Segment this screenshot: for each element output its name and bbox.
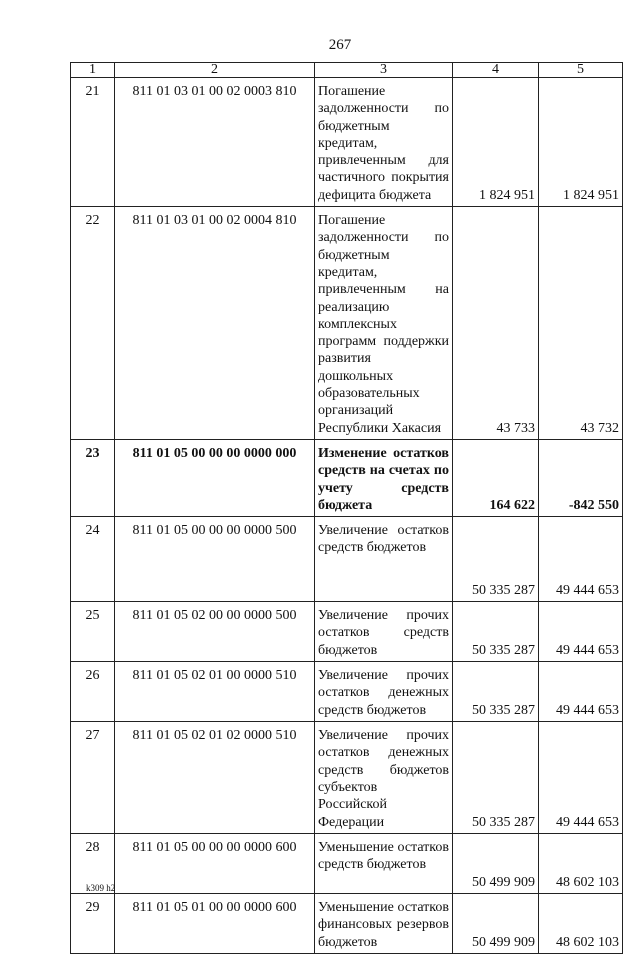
column-number-header-row: [71, 63, 623, 78]
amount-col-4: 50 335 287: [453, 662, 539, 722]
table-row: [71, 662, 623, 722]
amount-col-4: 43 733: [453, 207, 539, 440]
amount-col-4: 50 499 909: [453, 893, 539, 953]
table-row: [71, 722, 623, 834]
row-number: 28: [71, 833, 115, 893]
header-col-4: 4: [453, 63, 539, 78]
budget-sources-table: [70, 62, 623, 954]
budget-classification-code: 811 01 05 00 00 00 0000 000: [115, 439, 315, 516]
source-description: Погашение задолженности по бюджетным кредитам, привлеченным для частичного покрытия дефицита бюджета: [315, 78, 453, 207]
source-description: Уменьшение остатков финансовых резервов бюджетов: [315, 893, 453, 953]
source-description: Увеличение остатков средств бюджетов: [315, 517, 453, 602]
source-description: Погашение задолженности по бюджетным кредитам, привлеченным на реализацию комплексных программ поддержки развития дошкольных образовательных организаций Республики Хакасия: [315, 207, 453, 440]
amount-col-5: 49 444 653: [539, 722, 623, 834]
table-row: [71, 78, 623, 207]
amount-col-5: 48 602 103: [539, 893, 623, 953]
amount-col-5: 49 444 653: [539, 662, 623, 722]
amount-col-4: 50 499 909: [453, 833, 539, 893]
budget-classification-code: 811 01 05 02 00 00 0000 500: [115, 602, 315, 662]
table-row: [71, 439, 623, 516]
amount-col-5: 1 824 951: [539, 78, 623, 207]
amount-col-4: 164 622: [453, 439, 539, 516]
table-row: [71, 833, 623, 893]
table-row: [71, 517, 623, 602]
footer-code: k309 h2: [86, 883, 116, 893]
amount-col-5: 49 444 653: [539, 602, 623, 662]
header-col-3: 3: [315, 63, 453, 78]
row-number: 22: [71, 207, 115, 440]
budget-classification-code: 811 01 05 01 00 00 0000 600: [115, 893, 315, 953]
budget-classification-code: 811 01 03 01 00 02 0003 810: [115, 78, 315, 207]
source-description: Изменение остатков средств на счетах по учету средств бюджета: [315, 439, 453, 516]
amount-col-5: 49 444 653: [539, 517, 623, 602]
amount-col-5: -842 550: [539, 439, 623, 516]
header-col-5: 5: [539, 63, 623, 78]
budget-classification-code: 811 01 05 00 00 00 0000 500: [115, 517, 315, 602]
amount-col-4: 50 335 287: [453, 722, 539, 834]
budget-classification-code: 811 01 03 01 00 02 0004 810: [115, 207, 315, 440]
source-description: Увеличение прочих остатков денежных средств бюджетов: [315, 662, 453, 722]
source-description: Уменьшение остатков средств бюджетов: [315, 833, 453, 893]
row-number: 21: [71, 78, 115, 207]
amount-col-4: 50 335 287: [453, 602, 539, 662]
amount-col-4: 50 335 287: [453, 517, 539, 602]
header-col-2: 2: [115, 63, 315, 78]
table-row: [71, 602, 623, 662]
table-row: [71, 207, 623, 440]
header-col-1: 1: [71, 63, 115, 78]
source-description: Увеличение прочих остатков средств бюджетов: [315, 602, 453, 662]
row-number: 29: [71, 893, 115, 953]
table-row: [71, 893, 623, 953]
budget-classification-code: 811 01 05 02 01 00 0000 510: [115, 662, 315, 722]
budget-classification-code: 811 01 05 02 01 02 0000 510: [115, 722, 315, 834]
amount-col-5: 43 732: [539, 207, 623, 440]
amount-col-5: 48 602 103: [539, 833, 623, 893]
source-description: Увеличение прочих остатков денежных средств бюджетов субъектов Российской Федерации: [315, 722, 453, 834]
row-number: 26: [71, 662, 115, 722]
page-number: 267: [328, 37, 352, 53]
budget-classification-code: 811 01 05 00 00 00 0000 600: [115, 833, 315, 893]
row-number: 23: [71, 439, 115, 516]
amount-col-4: 1 824 951: [453, 78, 539, 207]
row-number: 25: [71, 602, 115, 662]
row-number: 24: [71, 517, 115, 602]
row-number: 27: [71, 722, 115, 834]
